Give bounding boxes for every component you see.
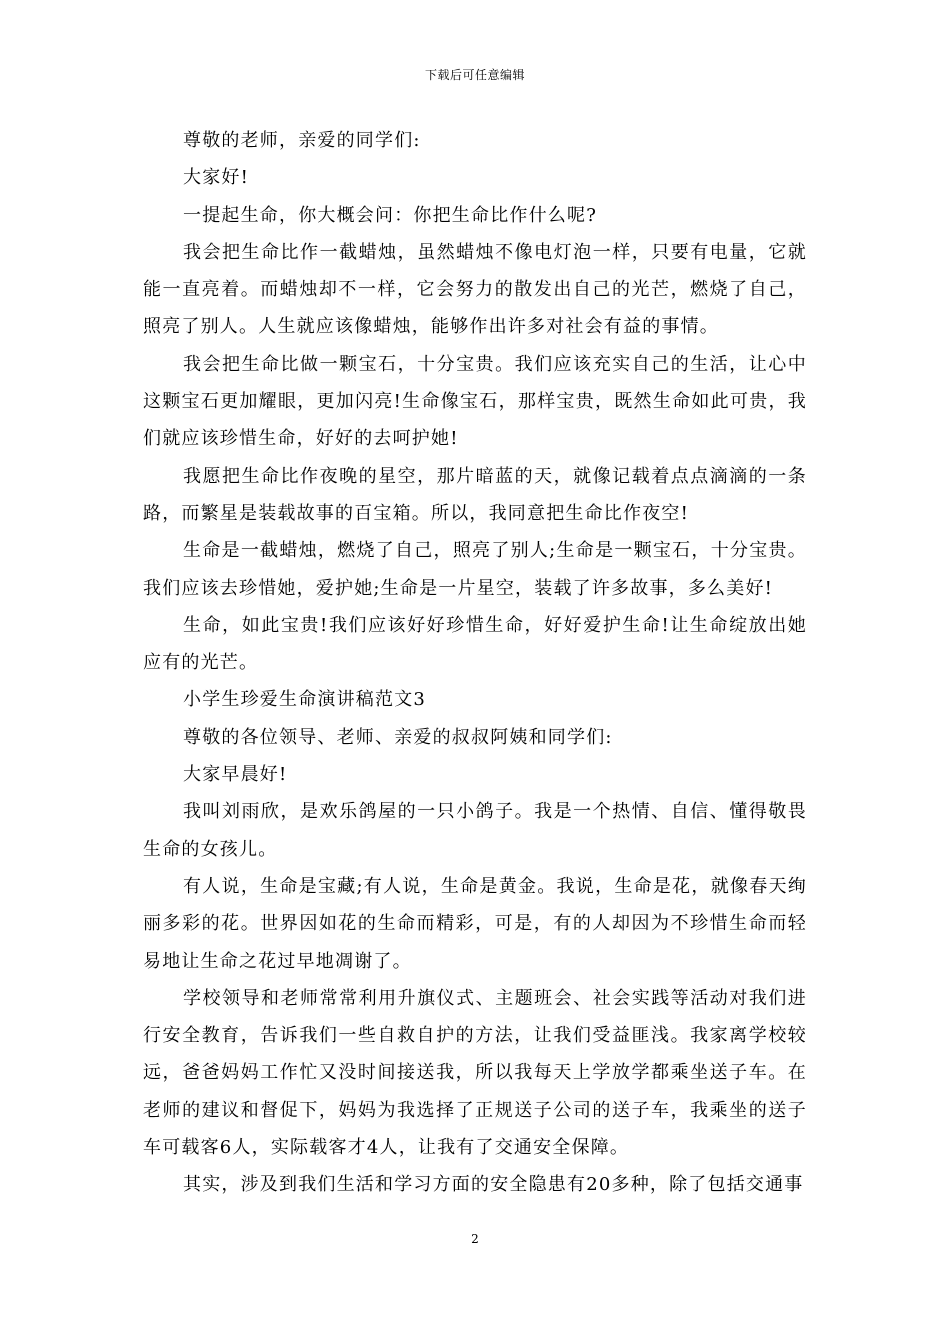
paragraph: 我愿把生命比作夜晚的星空，那片暗蓝的天，就像记载着点点滴滴的一条路，而繁星是装载故事的百宝箱。所以，我同意把生命比作夜空!: [143, 465, 807, 524]
paragraph: 有人说，生命是宝藏;有人说，生命是黄金。我说，生命是花，就像春天绚丽多彩的花。世界因如花的生命而精彩，可是，有的人却因为不珍惜生命而轻易地让生命之花过早地凋谢了。: [143, 875, 807, 972]
page-header: 下载后可任意编辑: [424, 68, 525, 82]
paragraph: 生命是一截蜡烛，燃烧了自己，照亮了别人;生命是一颗宝石，十分宝贵。我们应该去珍惜她，爱护她;生命是一片星空，装载了许多故事，多么美好!: [143, 540, 807, 599]
paragraph: 生命，如此宝贵!我们应该好好珍惜生命，好好爱护生命!让生命绽放出她应有的光芒。: [143, 614, 807, 674]
salutation: 尊敬的各位领导、老师、亲爱的叔叔阿姨和同学们:: [183, 726, 613, 748]
document-body: [143, 122, 807, 1204]
page-number: 2: [471, 1232, 479, 1246]
paragraph: 我会把生命比作一截蜡烛，虽然蜡烛不像电灯泡一样，只要有电量，它就能一直亮着。而蜡烛却不一样，它会努力的散发出自己的光芒，燃烧了自己，照亮了别人。人生就应该像蜡烛，能够作出许多对社会有益的事情。: [143, 241, 807, 338]
paragraph: 我叫刘雨欣，是欢乐鸽屋的一只小鸽子。我是一个热情、自信、懂得敬畏生命的女孩儿。: [143, 801, 807, 860]
salutation: 尊敬的老师，亲爱的同学们:: [183, 130, 421, 151]
paragraph: 学校领导和老师常常利用升旗仪式、主题班会、社会实践等活动对我们进行安全教育，告诉我们一些自救自护的方法，让我们受益匪浅。我家离学校较远，爸爸妈妈工作忙又没时间接送我，所以我每天上学放学都乘坐送子车。在老师的建议和督促下，妈妈为我选择了正规送子公司的送子车，我乘坐的送子车可载客6人，实际载客才4人，让我有了交通安全保障。: [143, 987, 807, 1159]
greeting: 大家好!: [183, 167, 250, 189]
section-title: 小学生珍爱生命演讲稿范文3: [183, 689, 427, 711]
paragraph: 我会把生命比做一颗宝石，十分宝贵。我们应该充实自己的生活，让心中这颗宝石更加耀眼，更加闪亮!生命像宝石，那样宝贵，既然生命如此可贵，我们就应该珍惜生命，好好的去呵护她!: [143, 353, 807, 450]
paragraph: 一提起生命，你大概会问：你把生命比作什么呢?: [183, 204, 598, 226]
paragraph: 其实，涉及到我们生活和学习方面的安全隐患有20多种，除了包括交通事: [183, 1174, 804, 1196]
greeting: 大家早晨好!: [183, 764, 288, 786]
